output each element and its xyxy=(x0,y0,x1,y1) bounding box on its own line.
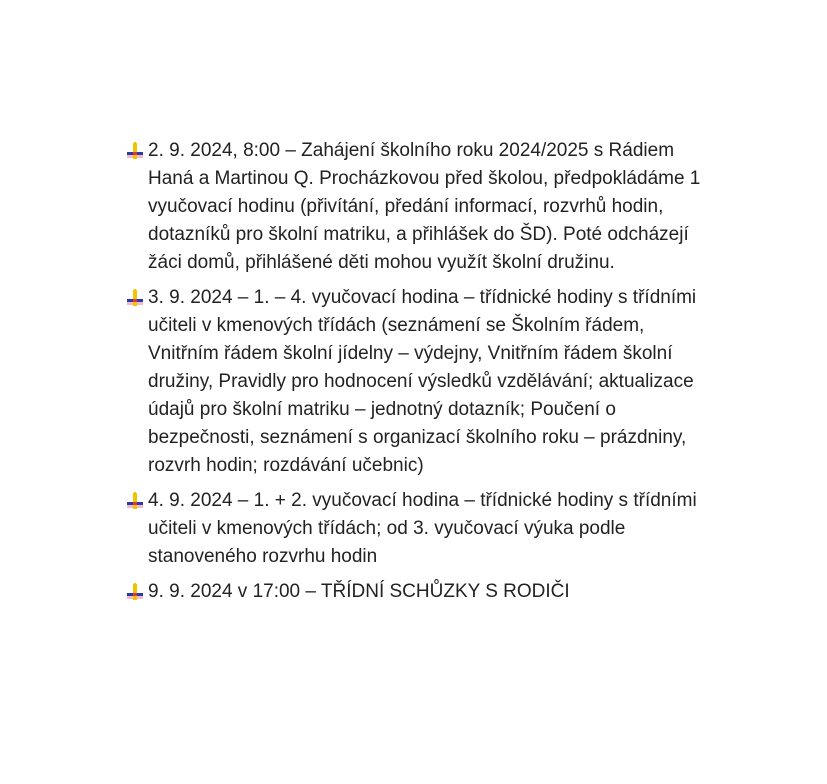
cross-bullet-icon xyxy=(126,289,144,307)
list-item xyxy=(126,284,706,480)
list-item xyxy=(126,578,706,606)
cross-bullet-icon xyxy=(126,583,144,601)
list-item-text: 4. 9. 2024 – 1. + 2. vyučovací hodina – třídnické hodiny s třídními učiteli v kmenových třídách; od 3. vyučovací výuka podle stanoveného rozvrhu hodin xyxy=(148,490,697,567)
list-item-text: 3. 9. 2024 – 1. – 4. vyučovací hodina – třídnické hodiny s třídními učiteli v kmenových třídách (seznámení se Školním řádem, Vnitřním řádem školní jídelny – výdejny, Vnitřním řádem školní družiny, Pravidly pro hodnocení výsledků vzdělávání; aktualizace údajů pro školní matriku – jednotný dotazník; Poučení o bezpečnosti, seznámení s organizací školního roku – prázdniny, rozvrh hodin; rozdávání učebnic) xyxy=(148,287,697,476)
list-item xyxy=(126,487,706,571)
cross-bullet-icon xyxy=(126,142,144,160)
list-item-text: 9. 9. 2024 v 17:00 – TŘÍDNÍ SCHŮZKY S RODIČI xyxy=(148,581,570,602)
list-item xyxy=(126,137,706,277)
cross-bullet-icon xyxy=(126,492,144,510)
schedule-list xyxy=(126,137,706,613)
list-item-text: 2. 9. 2024, 8:00 – Zahájení školního roku 2024/2025 s Rádiem Haná a Martinou Q. Procházkovou před školou, předpokládáme 1 vyučovací hodinu (přivítání, předání informací, rozvrhů hodin, dotazníků pro školní matriku, a přihlášek do ŠD). Poté odcházejí žáci domů, přihlášené děti mohou využít školní družinu. xyxy=(148,140,701,273)
